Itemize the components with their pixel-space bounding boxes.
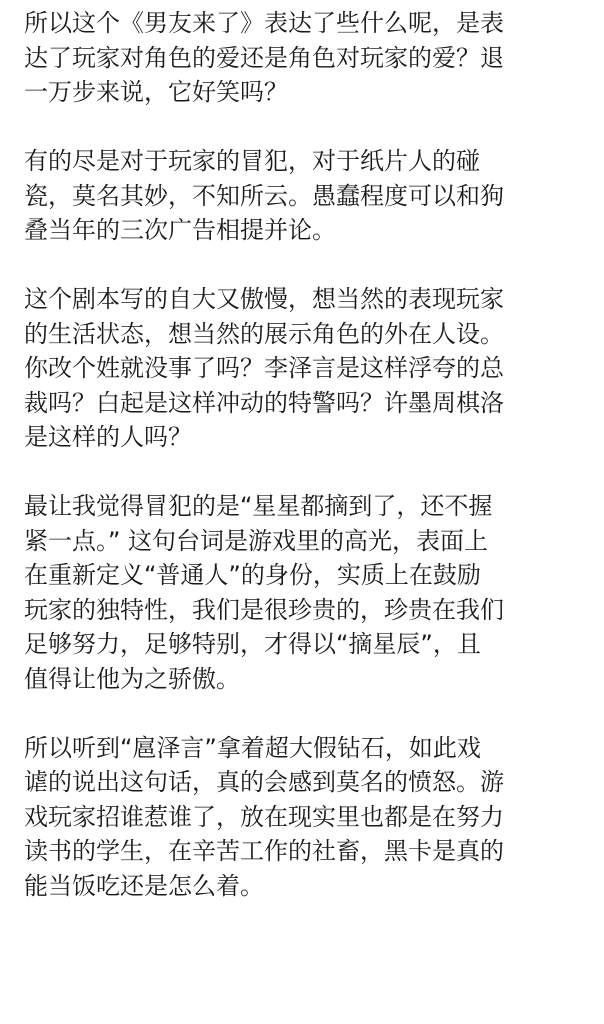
paragraph-gap — [24, 696, 594, 731]
text-line: 叠当年的三次广告相提并论。 — [24, 216, 336, 244]
paragraph-gap — [24, 455, 594, 490]
text-line: 瓷，莫名其妙，不知所云。愚蠢程度可以和狗 — [24, 181, 504, 210]
paragraph-1 — [24, 6, 594, 110]
text-line: 这个剧本写的自大又傲慢，想当然的表现玩家 — [24, 285, 504, 313]
text-line: 谑的说出这句话，真的会感到莫名的愤怒。游 — [24, 768, 504, 796]
text-line: 你改个姓就没事了吗？李泽言是这样浮夸的总 — [24, 354, 504, 382]
text-line: 紧一点。” 这句台词是游戏里的高光，表面上 — [24, 526, 489, 555]
paragraph-2 — [24, 144, 594, 248]
text-line: 达了玩家对角色的爱还是角色对玩家的爱？退 — [24, 43, 504, 72]
text-line: 在重新定义“普通人”的身份，实质上在鼓励 — [24, 561, 481, 589]
text-line: 足够努力，足够特别，才得以“摘星辰”，且 — [24, 630, 481, 658]
paragraph-4 — [24, 489, 594, 696]
text-line: 能当饭吃还是怎么着。 — [24, 871, 264, 900]
text-line: 是这样的人吗？ — [24, 423, 192, 451]
text-line: 读书的学生，在辛苦工作的社畜，黑卡是真的 — [24, 837, 504, 865]
text-line: 最让我觉得冒犯的是“星星都摘到了，还不握 — [24, 492, 493, 520]
text-line: 有的尽是对于玩家的冒犯，对于纸片人的碰 — [24, 147, 480, 175]
paragraph-5 — [24, 731, 594, 904]
text-line: 裁吗？白起是这样冲动的特警吗？许墨周棋洛 — [24, 388, 504, 417]
paragraph-gap — [24, 248, 594, 283]
article-body — [24, 6, 594, 903]
paragraph-gap — [24, 110, 594, 145]
text-line: 的生活状态，想当然的展示角色的外在人设。 — [24, 319, 504, 348]
text-line: 戏玩家招谁惹谁了，放在现实里也都是在努力 — [24, 802, 504, 831]
text-line: 一万步来说，它好笑吗？ — [24, 78, 288, 106]
text-line: 所以听到“扈泽言”拿着超大假钻石，如此戏 — [24, 733, 481, 762]
text-line: 玩家的独特性，我们是很珍贵的，珍贵在我们 — [24, 595, 504, 624]
text-line: 所以这个《男友来了》表达了些什么呢，是表 — [24, 9, 504, 37]
paragraph-3 — [24, 282, 594, 455]
text-line: 值得让他为之骄傲。 — [24, 664, 240, 693]
